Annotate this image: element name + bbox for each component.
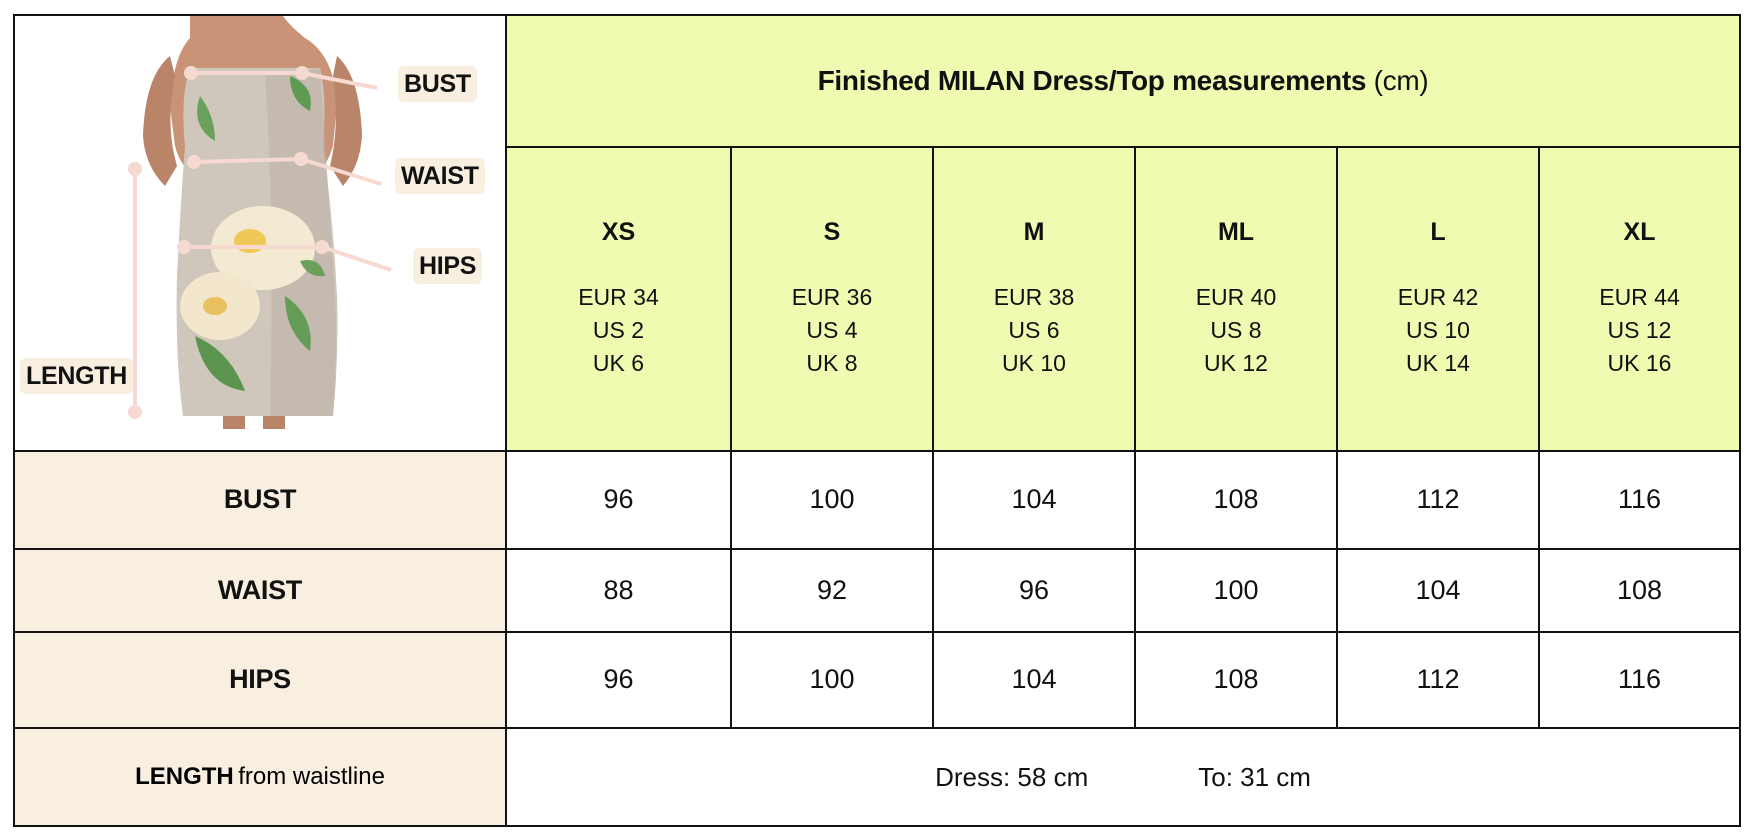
size-header-xl <box>1539 147 1740 451</box>
row-label-text: WAIST <box>218 574 302 605</box>
size-header-m <box>933 147 1135 451</box>
length-top: To: 31 cm <box>1198 761 1311 792</box>
size-eur: EUR 38 <box>993 284 1075 311</box>
size-chart-table <box>13 14 1741 827</box>
length-values-cell <box>506 728 1740 826</box>
table-row-bust <box>14 451 1740 549</box>
table-cell: 96 <box>933 549 1135 632</box>
size-uk: UK 6 <box>592 350 645 377</box>
table-cell: 108 <box>1135 632 1337 729</box>
size-uk: UK 12 <box>1204 350 1268 377</box>
size-header-xs <box>506 147 731 451</box>
table-cell: 96 <box>506 451 731 549</box>
size-name: S <box>823 218 841 247</box>
figure-label-waist: WAIST <box>395 158 485 194</box>
table-cell: 112 <box>1337 632 1539 729</box>
table-cell: 100 <box>731 451 933 549</box>
table-cell: 100 <box>1135 549 1337 632</box>
figure-label-length: LENGTH <box>20 358 133 394</box>
row-label-length <box>14 728 506 826</box>
table-cell: 108 <box>1135 451 1337 549</box>
size-eur: EUR 42 <box>1397 284 1479 311</box>
size-header-l <box>1337 147 1539 451</box>
length-label-rest: from waistline <box>238 763 385 791</box>
table-cell: 92 <box>731 549 933 632</box>
size-us: US 10 <box>1406 317 1470 344</box>
size-header-ml <box>1135 147 1337 451</box>
table-cell: 104 <box>933 632 1135 729</box>
table-row-hips <box>14 632 1740 729</box>
size-eur: EUR 34 <box>578 284 659 311</box>
table-cell: 112 <box>1337 451 1539 549</box>
row-label-bust <box>14 451 506 549</box>
size-header-s <box>731 147 933 451</box>
table-cell: 116 <box>1539 451 1740 549</box>
table-row-waist <box>14 549 1740 632</box>
size-eur: EUR 44 <box>1599 284 1680 311</box>
table-title <box>818 65 1429 96</box>
table-cell: 100 <box>731 632 933 729</box>
size-uk: UK 10 <box>1002 350 1066 377</box>
table-cell: 96 <box>506 632 731 729</box>
dress-illustration <box>15 16 507 429</box>
size-name: L <box>1430 218 1446 247</box>
table-cell: 88 <box>506 549 731 632</box>
figure-label-bust: BUST <box>398 66 477 102</box>
size-us: US 8 <box>1210 317 1262 344</box>
size-us: US 2 <box>592 317 645 344</box>
size-us: US 12 <box>1607 317 1672 344</box>
table-row-length <box>14 728 1740 826</box>
size-us: US 6 <box>1008 317 1060 344</box>
row-label-waist <box>14 549 506 632</box>
table-cell: 104 <box>1337 549 1539 632</box>
size-uk: UK 14 <box>1406 350 1470 377</box>
size-eur: EUR 40 <box>1195 284 1277 311</box>
size-uk: UK 8 <box>806 350 858 377</box>
row-label-text: HIPS <box>229 664 291 695</box>
table-title-text: Finished MILAN Dress/Top measurements <box>817 65 1367 97</box>
figure-label-hips: HIPS <box>413 248 482 284</box>
size-uk: UK 16 <box>1607 350 1672 377</box>
table-cell: 116 <box>1539 632 1740 729</box>
figure-cell <box>14 15 506 451</box>
table-title-unit: (cm) <box>1373 65 1429 97</box>
row-label-hips <box>14 632 506 729</box>
size-eur: EUR 36 <box>791 284 873 311</box>
table-title-cell <box>506 15 1740 147</box>
row-label-text: BUST <box>223 484 297 515</box>
table-cell: 104 <box>933 451 1135 549</box>
length-dress: Dress: 58 cm <box>935 761 1089 792</box>
size-name: ML <box>1217 218 1255 247</box>
table-cell: 108 <box>1539 549 1740 632</box>
size-name: XL <box>1623 218 1656 247</box>
size-name: M <box>1023 218 1045 247</box>
size-name: XS <box>601 218 636 247</box>
size-us: US 4 <box>806 317 858 344</box>
length-label-bold: LENGTH <box>135 763 234 791</box>
